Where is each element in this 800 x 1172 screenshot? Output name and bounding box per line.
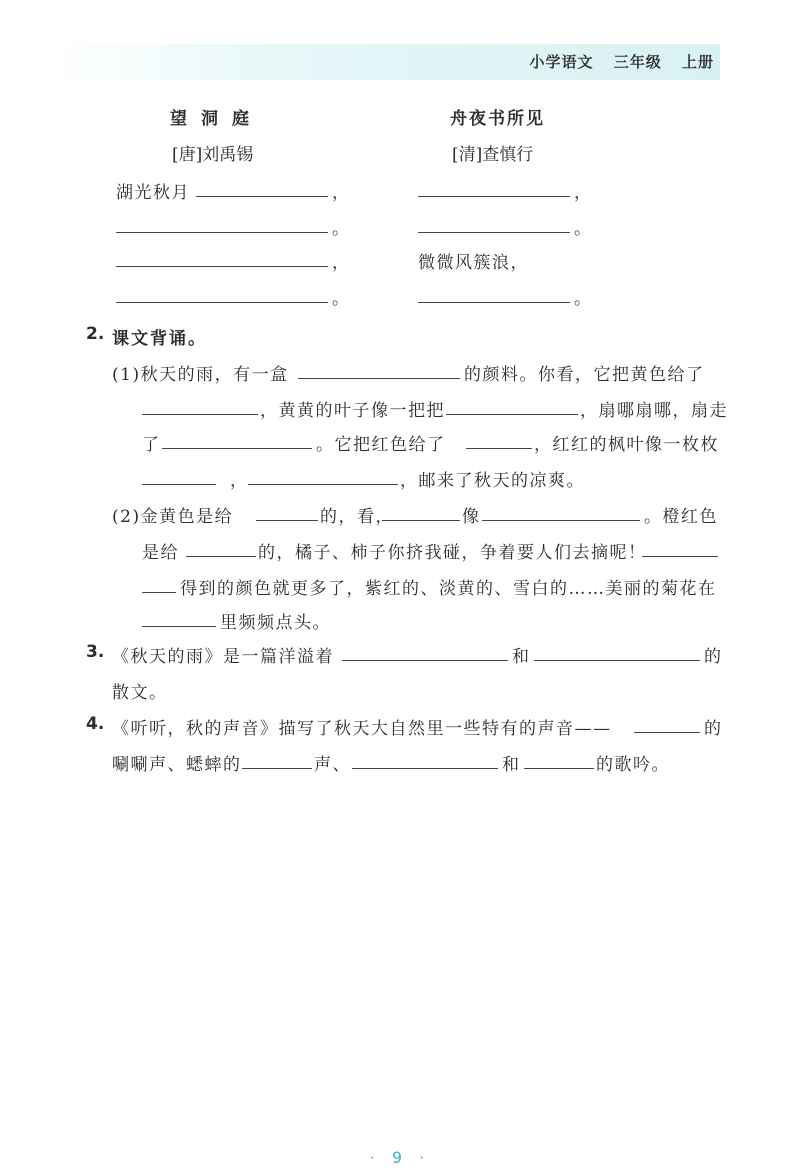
q2-p1-line4-b: ，邮来了秋天的凉爽。 bbox=[400, 471, 585, 491]
q2-p1-line4-a: ， bbox=[230, 471, 249, 491]
q2-p1-blank-4[interactable] bbox=[162, 448, 312, 449]
poem1-punct-1: ， bbox=[332, 183, 351, 203]
page-number: · 9 · bbox=[369, 1148, 431, 1167]
poem-author-2: [清]查慎行 bbox=[452, 145, 534, 165]
poem2-blank-3[interactable] bbox=[418, 302, 570, 303]
q4-blank-3[interactable] bbox=[352, 768, 498, 769]
q2-p2-line2-b: 的，橘子、柿子你挤我碰，争着要人们去摘呢！ bbox=[258, 543, 647, 563]
q4-blank-1[interactable] bbox=[634, 732, 700, 733]
poem2-line3: 微微风簇浪， bbox=[418, 253, 529, 273]
q2-p1-line3-a: 了 bbox=[142, 435, 161, 455]
q2-p2-line1-d: 。橙红色 bbox=[644, 507, 718, 527]
q4-text-d: 声、 bbox=[314, 755, 351, 775]
q2-p1-blank-1[interactable] bbox=[298, 378, 460, 379]
q4-blank-2[interactable] bbox=[242, 768, 312, 769]
q2-p2-blank-7[interactable] bbox=[142, 626, 216, 627]
q2-p2-line1-b: 的，看， bbox=[320, 507, 394, 527]
q2-p2-blank-6[interactable] bbox=[142, 592, 176, 593]
poem1-blank-2[interactable] bbox=[116, 232, 328, 233]
poem2-punct-2: 。 bbox=[574, 219, 593, 239]
q3-blank-2[interactable] bbox=[534, 660, 700, 661]
q2-p1-blank-5[interactable] bbox=[466, 448, 532, 449]
header-grade: 三年级 bbox=[613, 53, 662, 71]
q2-p1-line3-c: ，红红的枫叶像一枚枚 bbox=[534, 435, 719, 455]
poem2-blank-1[interactable] bbox=[418, 196, 570, 197]
q2-p2-line2-a: 是给 bbox=[142, 543, 179, 563]
poem1-punct-2: 。 bbox=[332, 219, 351, 239]
book-header bbox=[515, 51, 714, 72]
q3-text-d: 散文。 bbox=[112, 683, 168, 703]
q2-p1-blank-6[interactable] bbox=[142, 484, 216, 485]
poem-title-1: 望洞庭 bbox=[170, 109, 263, 129]
q2-p2-line3-a: 得到的颜色就更多了，紫红的、淡黄的、雪白的……美丽的菊花在 bbox=[180, 579, 717, 599]
q3-text-a: 《秋天的雨》是一篇洋溢着 bbox=[112, 647, 334, 667]
q3-text-b: 和 bbox=[512, 647, 531, 667]
poem2-punct-1: ， bbox=[574, 183, 593, 203]
poem1-blank-1[interactable] bbox=[196, 196, 328, 197]
q2-p1-line1-b: 的颜料。你看，它把黄色给了 bbox=[464, 365, 705, 385]
poem1-line1-lead: 湖光秋月 bbox=[116, 183, 190, 203]
poem1-punct-3: ， bbox=[332, 253, 351, 273]
header-volume: 上册 bbox=[681, 53, 714, 71]
q2-p1-blank-7[interactable] bbox=[248, 484, 398, 485]
q2-number: 2. bbox=[86, 324, 105, 344]
q2-p2-line1-c: 像 bbox=[462, 507, 481, 527]
poem-title-2: 舟夜书所见 bbox=[450, 109, 545, 129]
q4-text-a: 《听听，秋的声音》描写了秋天大自然里一些特有的声音—— bbox=[112, 719, 612, 739]
poem1-blank-3[interactable] bbox=[116, 266, 328, 267]
q2-heading: 课文背诵。 bbox=[112, 329, 207, 349]
q4-text-e: 和 bbox=[502, 755, 521, 775]
q2-p2-blank-3[interactable] bbox=[482, 520, 640, 521]
q2-p1-line2-b: ，扇哪扇哪，扇走 bbox=[580, 401, 728, 421]
q4-blank-4[interactable] bbox=[524, 768, 594, 769]
q2-p2-blank-5[interactable] bbox=[642, 556, 718, 557]
q4-text-c: 唰唰声、蟋蟀的 bbox=[112, 755, 242, 775]
q2-p1-blank-3[interactable] bbox=[446, 414, 578, 415]
q2-p1-line2-a: ，黄黄的叶子像一把把 bbox=[260, 401, 445, 421]
q3-blank-1[interactable] bbox=[342, 660, 508, 661]
q2-p1-line1-a: (1)秋天的雨，有一盒 bbox=[112, 365, 289, 385]
poem2-punct-4: 。 bbox=[574, 289, 593, 309]
q2-p1-blank-2[interactable] bbox=[142, 414, 258, 415]
q2-p2-blank-1[interactable] bbox=[256, 520, 318, 521]
q2-p2-line4-a: 里频频点头。 bbox=[220, 613, 331, 633]
poem-author-1: [唐]刘禹锡 bbox=[172, 145, 254, 165]
poem1-blank-4[interactable] bbox=[116, 302, 328, 303]
header-subject: 小学语文 bbox=[529, 53, 594, 71]
q4-text-f: 的歌吟。 bbox=[596, 755, 670, 775]
poem2-blank-2[interactable] bbox=[418, 232, 570, 233]
q2-p2-blank-4[interactable] bbox=[186, 556, 256, 557]
q3-number: 3. bbox=[86, 642, 105, 662]
q2-p2-blank-2[interactable] bbox=[382, 520, 460, 521]
q4-number: 4. bbox=[86, 714, 105, 734]
q4-text-b: 的 bbox=[704, 719, 723, 739]
q2-p1-line3-b: 。它把红色给了 bbox=[316, 435, 446, 455]
q3-text-c: 的 bbox=[704, 647, 723, 667]
q2-p2-line1-a: (2)金黄色是给 bbox=[112, 507, 234, 527]
poem1-punct-4: 。 bbox=[332, 289, 351, 309]
